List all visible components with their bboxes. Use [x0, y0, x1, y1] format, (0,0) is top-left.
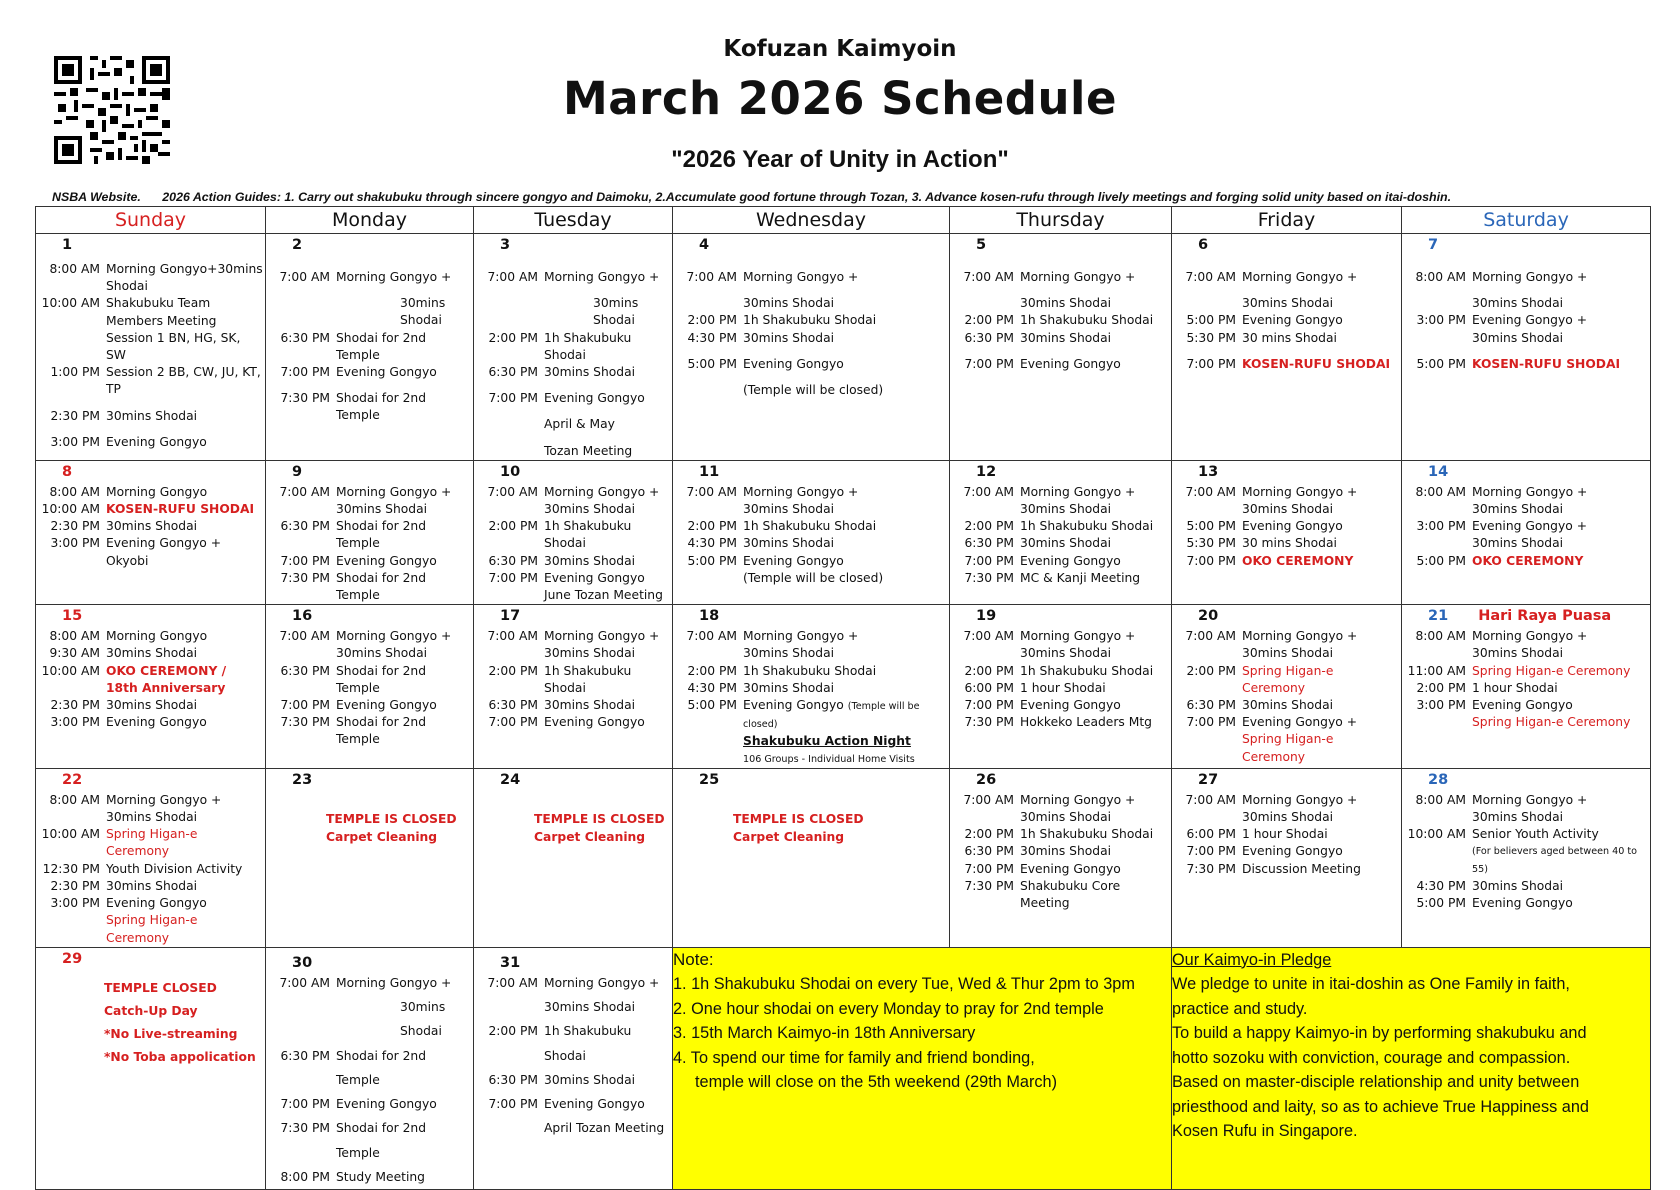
closed-notice: TEMPLE IS CLOSED Carpet Cleaning	[733, 811, 864, 844]
event: 7:00 AM Morning Gongyo +	[1185, 629, 1358, 644]
event: 3:00 PM Evening Gongyo	[50, 896, 207, 911]
pledge-title: Our Kaimyo-in Pledge	[1172, 950, 1332, 969]
event: Spring Higan-e Ceremony	[1242, 732, 1334, 764]
event: 6:30 PM Shodai for 2nd Temple	[280, 1048, 427, 1087]
event: 8:00 AM Morning Gongyo +	[49, 792, 222, 807]
weekday-header-row	[36, 207, 1651, 234]
notes-box	[673, 947, 1172, 1190]
event: 7:00 PM Evening Gongyo	[488, 391, 645, 406]
event: 30mins Shodai	[593, 296, 639, 328]
event: 2:00 PM 1 hour Shodai	[1416, 680, 1558, 695]
org-name: Kofuzan Kaimyoin	[723, 36, 957, 62]
day-number: 31	[500, 954, 521, 971]
day-number: 3	[500, 237, 511, 253]
event: 7:00 PM Evening Gongyo	[488, 715, 645, 730]
year-motto: "2026 Year of Unity in Action"	[671, 146, 1009, 173]
event: 7:00 AM Morning Gongyo +	[279, 629, 452, 644]
event: (Temple will be closed)	[743, 383, 884, 398]
event: 18th Anniversary	[106, 680, 226, 695]
event: Spring Higan-e Ceremony	[1472, 715, 1631, 730]
day-number: 6	[1198, 237, 1209, 253]
event: 6:30 PM 30mins Shodai	[964, 330, 1112, 345]
day-cell-19	[950, 605, 1171, 768]
day-number: 7	[1428, 237, 1439, 253]
event: TP	[106, 382, 121, 397]
day-number: 24	[500, 771, 521, 788]
event: 2:00 PM 1h Shakubuku Shodai	[488, 663, 632, 695]
event: 7:00 AM Morning Gongyo +	[487, 975, 660, 990]
event: 30mins Shodai	[1472, 646, 1564, 661]
event: 6:30 PM 30mins Shodai	[964, 536, 1112, 551]
event: 7:00 PM Evening Gongyo	[488, 1097, 645, 1112]
weekday-thursday: Thursday	[950, 207, 1172, 234]
event: 2:00 PM 1h Shakubuku Shodai	[488, 519, 632, 551]
event: 30mins Shodai	[544, 646, 636, 661]
event: 6:30 PM Shodai for 2nd Temple	[280, 330, 427, 362]
event: 7:00 PM Evening Gongyo	[1186, 844, 1343, 859]
event: 30mins Shodai	[400, 296, 446, 328]
event: 8:00 AM Morning Gongyo+30mins	[49, 262, 263, 276]
day-cell-2	[266, 234, 473, 460]
event: 30mins Shodai	[1472, 296, 1564, 311]
pledge-line: Based on master-disciple relationship and unity between	[1172, 1073, 1580, 1092]
event: 5:30 PM 30 mins Shodai	[1186, 536, 1337, 551]
day-cell-6	[1172, 234, 1401, 460]
event: 30mins Shodai	[1020, 296, 1112, 311]
closed-note: (Temple will be closed)	[743, 701, 920, 731]
event: 7:00 AM Morning Gongyo +	[487, 270, 660, 284]
day-cell-26	[950, 769, 1171, 947]
event: 2:30 PM 30mins Shodai	[50, 408, 198, 423]
day-number: 29	[62, 950, 83, 967]
event: 10:00 AM KOSEN-RUFU SHODAI	[41, 502, 255, 517]
week-row	[36, 605, 1651, 769]
event: 2:00 PM 1h Shakubuku Shodai	[687, 519, 877, 534]
event: 4:30 PM 30mins Shodai	[687, 330, 835, 345]
event: Shodai	[106, 279, 148, 294]
day-cell-31	[474, 948, 672, 1190]
pledge-line: To build a happy Kaimyo-in by performing shakubuku and	[1172, 1024, 1587, 1043]
event: 7:00 PM Evening Gongyo +	[1186, 715, 1357, 730]
event: 7:00 AM Morning Gongyo +	[1185, 792, 1358, 807]
event: 6:00 PM 1 hour Shodai	[1186, 827, 1328, 842]
event	[673, 733, 949, 750]
event: 5:30 PM 30 mins Shodai	[1186, 330, 1337, 345]
event: 10:00 AM Shakubuku Team	[41, 296, 211, 311]
event: 8:00 AM Morning Gongyo +	[1415, 629, 1588, 644]
event: 6:30 PM 30mins Shodai	[1186, 698, 1334, 713]
weekday-tuesday: Tuesday	[474, 207, 673, 234]
pledge-line: priesthood and laity, so as to achieve True Happiness and	[1172, 1097, 1589, 1116]
day-cell-20	[1172, 605, 1401, 768]
event: 2:00 PM 1h Shakubuku Shodai	[964, 827, 1154, 842]
event: 7:00 AM Morning Gongyo +	[686, 270, 859, 284]
event: 8:00 AM Morning Gongyo +	[1415, 484, 1588, 499]
closed-notice: TEMPLE CLOSED Catch-Up Day *No Live-streaming *No Toba appolication	[104, 980, 256, 1064]
event: 30mins Shodai	[1472, 810, 1564, 825]
day-number: 27	[1198, 771, 1219, 788]
day-number: 1	[62, 237, 73, 253]
event: 9:30 AM 30mins Shodai	[49, 646, 198, 661]
day-cell-27	[1172, 769, 1401, 947]
day-number: 5	[976, 237, 987, 253]
weekday-monday: Monday	[266, 207, 474, 234]
day-number: 22	[62, 771, 83, 788]
day-cell-28	[1402, 769, 1650, 947]
week-row	[36, 768, 1651, 947]
event: 6:30 PM 30mins Shodai	[488, 365, 636, 380]
holiday-label: Hari Raya Puasa	[1478, 608, 1612, 625]
weekday-wednesday: Wednesday	[673, 207, 950, 234]
day-cell-15	[36, 605, 265, 768]
event: 8:00 AM Morning Gongyo	[49, 484, 208, 499]
event: 7:30 PM Shodai for 2nd Temple	[280, 391, 427, 423]
day-cell-25	[673, 769, 949, 947]
event: 2:00 PM 1h Shakubuku Shodai	[488, 1024, 632, 1063]
day-cell-7	[1402, 234, 1650, 460]
day-cell-14	[1402, 461, 1650, 604]
event: 4:30 PM 30mins Shodai	[1416, 878, 1564, 893]
event: 30mins Shodai	[743, 646, 835, 661]
day-number: 4	[699, 237, 710, 253]
event: 3:00 PM Evening Gongyo	[50, 434, 207, 449]
day-cell-29	[36, 948, 265, 1190]
day-cell-5	[950, 234, 1171, 460]
pledge-line: We pledge to unite in itai-doshin as One Family in faith,	[1172, 975, 1570, 994]
day-number: 30	[292, 954, 313, 971]
event: 5:00 PM Evening Gongyo (Temple will be closed)	[687, 698, 920, 731]
day-number: 26	[976, 771, 997, 788]
day-cell-1	[36, 234, 265, 460]
event: 7:30 PM Hokkeko Leaders Mtg	[964, 715, 1152, 730]
event: 30mins Shodai	[1472, 536, 1564, 551]
event: 30mins Shodai	[336, 646, 428, 661]
note-item: 4. To spend our time for family and friend bonding,	[673, 1048, 1035, 1067]
event: 7:00 AM Morning Gongyo +	[279, 484, 452, 499]
event: 5:00 PM Evening Gongyo	[1416, 896, 1573, 911]
note-item: 2. One hour shodai on every Monday to pray for 2nd temple	[673, 999, 1104, 1018]
event: 30mins Shodai	[1242, 810, 1334, 825]
event: 7:00 AM Morning Gongyo +	[686, 484, 859, 499]
event: 30mins Shodai	[544, 502, 636, 517]
event: 10:00 AM Spring Higan-e Ceremony	[41, 827, 198, 859]
event: 2:30 PM 30mins Shodai	[50, 698, 198, 713]
action-guides	[52, 190, 1451, 204]
week-row	[36, 234, 1651, 461]
event: 2:30 PM 30mins Shodai	[50, 878, 198, 893]
event: 5:00 PM Evening Gongyo	[687, 553, 844, 568]
day-number: 9	[292, 463, 303, 480]
event: 12:30 PM Youth Division Activity	[42, 861, 243, 876]
event: 6:30 PM 30mins Shodai	[488, 553, 636, 568]
event: 10:00 AM Senior Youth Activity	[1407, 827, 1599, 842]
day-number: 16	[292, 608, 313, 625]
event: 30mins Shodai	[544, 1000, 636, 1014]
note-item: 3. 15th March Kaimyo-in 18th Anniversary	[673, 1024, 976, 1043]
event: 30mins Shodai	[1472, 502, 1564, 517]
event: 7:30 PM Discussion Meeting	[1186, 861, 1361, 876]
event: 2:00 PM Spring Higan-e Ceremony	[1186, 663, 1334, 695]
event: 3:00 PM Evening Gongyo	[50, 715, 207, 730]
day-cell-3	[474, 234, 672, 460]
day-cell-23	[266, 769, 473, 947]
groups-note: 106 Groups - Individual Home Visits	[743, 753, 915, 765]
event: Tozan Meeting	[544, 443, 633, 458]
event: 30mins Shodai	[1242, 646, 1334, 661]
event: 6:00 PM 1 hour Shodai	[964, 680, 1106, 695]
day-cell-9	[266, 461, 473, 604]
weekday-sunday: Sunday	[36, 207, 266, 234]
event: 7:30 PM MC & Kanji Meeting	[964, 570, 1141, 585]
event: 7:30 PM Shodai for 2nd Temple	[280, 1121, 427, 1160]
event: 7:00 AM Morning Gongyo +	[1185, 484, 1358, 499]
event: 2:00 PM 1h Shakubuku Shodai	[964, 663, 1154, 678]
event: 6:30 PM 30mins Shodai	[488, 698, 636, 713]
event: 30mins Shodai	[1472, 330, 1564, 345]
event: 8:00 AM Morning Gongyo +	[1415, 792, 1588, 807]
day-cell-8	[36, 461, 265, 604]
event: 7:30 PM Shakubuku Core Meeting	[964, 878, 1121, 911]
event: 5:00 PM KOSEN-RUFU SHODAI	[1416, 356, 1621, 371]
event: 7:00 PM KOSEN-RUFU SHODAI	[1186, 356, 1391, 371]
event: June Tozan Meeting	[544, 588, 663, 603]
event: 7:00 PM Evening Gongyo	[280, 1097, 437, 1112]
event: 7:00 AM Morning Gongyo +	[963, 484, 1136, 499]
event: 30mins Shodai	[743, 502, 835, 517]
event: 5:00 PM OKO CEREMONY	[1416, 553, 1584, 568]
event: 11:00 AM Spring Higan-e Ceremony	[1407, 663, 1631, 678]
event: 8:00 AM Morning Gongyo	[49, 629, 208, 644]
event: 7:00 PM Evening Gongyo	[280, 698, 437, 713]
event: 7:00 PM Evening Gongyo	[964, 861, 1121, 876]
event: 30mins Shodai	[336, 502, 428, 517]
pledge-box	[1172, 947, 1651, 1190]
event: 5:00 PM Evening Gongyo	[1186, 313, 1343, 328]
weekday-friday: Friday	[1172, 207, 1402, 234]
page-title: March 2026 Schedule	[563, 72, 1117, 125]
event: Spring Higan-e Ceremony	[106, 913, 198, 945]
pledge-line: hotto sozoku with conviction, courage and compassion.	[1172, 1048, 1571, 1067]
event: 3:00 PM Evening Gongyo +	[1416, 313, 1587, 328]
event: 30mins Shodai	[1020, 810, 1112, 825]
day-number: 12	[976, 463, 997, 480]
event: April & May	[544, 417, 615, 432]
day-number: 21 Hari Raya Puasa	[1428, 608, 1612, 625]
day-number: 10	[500, 463, 521, 480]
event: 6:30 PM 30mins Shodai	[964, 844, 1112, 859]
weekday-saturday: Saturday	[1402, 207, 1651, 234]
day-cell-13	[1172, 461, 1401, 604]
event: 7:00 PM Evening Gongyo	[488, 570, 645, 585]
event: 3:00 PM Evening Gongyo +	[50, 536, 221, 551]
notes-title: Note:	[673, 949, 714, 969]
event: 7:00 AM Morning Gongyo +	[279, 270, 452, 284]
nsba-website-link[interactable]: NSBA Website.	[52, 190, 141, 204]
event: 7:00 AM Morning Gongyo +	[487, 484, 660, 499]
day-number: 17	[500, 608, 521, 625]
closed-notice: TEMPLE IS CLOSED Carpet Cleaning	[326, 811, 457, 844]
day-number: 19	[976, 608, 997, 625]
calendar-grid	[35, 206, 1650, 1185]
day-number: 20	[1198, 608, 1219, 625]
event: 30mins Shodai	[1242, 296, 1334, 311]
event: 5:00 PM Evening Gongyo	[1186, 519, 1343, 534]
event: 7:00 PM Evening Gongyo	[964, 553, 1121, 568]
day-number: 8	[62, 463, 73, 480]
day-cell-12	[950, 461, 1171, 604]
event: 2:00 PM 1h Shakubuku Shodai	[964, 313, 1154, 328]
day-cell-17	[474, 605, 672, 768]
day-number: 11	[699, 463, 720, 480]
day-cell-16	[266, 605, 473, 768]
event: 7:00 PM OKO CEREMONY	[1186, 553, 1354, 568]
event: 7:00 PM Evening Gongyo	[280, 365, 437, 380]
day-number: 28	[1428, 771, 1449, 788]
event: 7:00 PM Evening Gongyo	[964, 698, 1121, 713]
pledge-line: practice and study.	[1172, 999, 1308, 1018]
event: 2:30 PM 30mins Shodai	[50, 519, 198, 534]
event: 1:00 PM Session 2 BB, CW, JU, KT,	[50, 365, 261, 380]
event: 6:30 PM Shodai for 2nd Temple	[280, 519, 427, 551]
note-item: 1. 1h Shakubuku Shodai on every Tue, Wed & Thur 2pm to 3pm	[673, 975, 1135, 994]
event: 30mins Shodai	[1242, 502, 1334, 517]
event: 5:00 PM Evening Gongyo	[687, 356, 844, 371]
event: 3:00 PM Evening Gongyo	[1416, 698, 1573, 713]
event: 2:00 PM 1h Shakubuku Shodai	[488, 330, 632, 362]
event: (For believers aged between 40 to 55)	[1472, 846, 1638, 875]
event: Okyobi	[106, 553, 149, 568]
day-cell-4	[673, 234, 949, 460]
event: April Tozan Meeting	[544, 1121, 665, 1136]
event: 4:30 PM 30mins Shodai	[687, 536, 835, 551]
event: 7:00 PM Evening Gongyo	[280, 553, 437, 568]
event: 7:30 PM Shodai for 2nd Temple	[280, 570, 427, 603]
event: 7:00 AM Morning Gongyo +	[279, 975, 452, 990]
pledge-line: Kosen Rufu in Singapore.	[1172, 1122, 1358, 1141]
event: 30mins Shodai	[743, 296, 835, 311]
closed-notice: TEMPLE IS CLOSED Carpet Cleaning	[534, 811, 665, 844]
week-row	[36, 947, 1651, 1190]
event: 4:30 PM 30mins Shodai	[687, 680, 835, 695]
event: 2:00 PM 1h Shakubuku Shodai	[687, 663, 877, 678]
event: 2:00 PM 1h Shakubuku Shodai	[687, 313, 877, 328]
day-number: 2	[292, 237, 303, 253]
event: Session 1 BN, HG, SK, SW	[106, 330, 241, 363]
day-cell-10	[474, 461, 672, 604]
event	[673, 751, 949, 768]
event: 7:00 AM Morning Gongyo +	[487, 629, 660, 644]
event: 8:00 AM Morning Gongyo +	[1415, 270, 1588, 284]
day-number: 15	[62, 608, 83, 625]
event: 7:00 PM Evening Gongyo	[964, 356, 1121, 371]
event: 6:30 PM Shodai for 2nd Temple	[280, 663, 427, 695]
event: 7:00 AM Morning Gongyo +	[963, 270, 1136, 284]
event: 7:00 AM Morning Gongyo +	[1185, 270, 1358, 284]
event: Members Meeting	[106, 313, 217, 328]
event: 2:00 PM 1h Shakubuku Shodai	[964, 519, 1154, 534]
event: 3:00 PM Evening Gongyo +	[1416, 519, 1587, 534]
day-number: 18	[699, 608, 720, 625]
event: 8:00 PM Study Meeting	[280, 1170, 425, 1185]
day-cell-22	[36, 769, 265, 947]
event: 7:00 AM Morning Gongyo +	[686, 629, 859, 644]
event: (Temple will be closed)	[743, 570, 884, 585]
day-number: 25	[699, 771, 720, 788]
action-guides-text: 2026 Action Guides: 1. Carry out shakubuku through sincere gongyo and Daimoku, 2.Accumulate good fortune through Tozan, 3. Advance kosen-rufu through lively meetings and forging solid unity based on itai-doshin.	[162, 190, 1452, 204]
day-cell-18	[673, 605, 949, 768]
day-cell-24	[474, 769, 672, 947]
action-night: Shakubuku Action Night	[743, 734, 911, 749]
day-cell-30	[266, 948, 473, 1190]
day-cell-21	[1402, 605, 1650, 768]
event: 6:30 PM 30mins Shodai	[488, 1072, 636, 1087]
day-number: 14	[1428, 463, 1449, 480]
note-item-continued: temple will close on the 5th weekend (29th March)	[695, 1073, 1057, 1092]
event: 7:00 AM Morning Gongyo +	[963, 792, 1136, 807]
day-cell-11	[673, 461, 949, 604]
day-number: 13	[1198, 463, 1219, 480]
event: 7:30 PM Shodai for 2nd Temple	[280, 715, 427, 747]
event: 30mins Shodai	[1020, 646, 1112, 661]
event: 7:00 AM Morning Gongyo +	[963, 629, 1136, 644]
event: 30mins Shodai	[106, 810, 198, 825]
week-row	[36, 460, 1651, 604]
day-number: 23	[292, 771, 313, 788]
event: 30mins Shodai	[400, 1000, 446, 1039]
event: 10:00 AM OKO CEREMONY /	[41, 663, 227, 678]
event: 30mins Shodai	[1020, 502, 1112, 517]
